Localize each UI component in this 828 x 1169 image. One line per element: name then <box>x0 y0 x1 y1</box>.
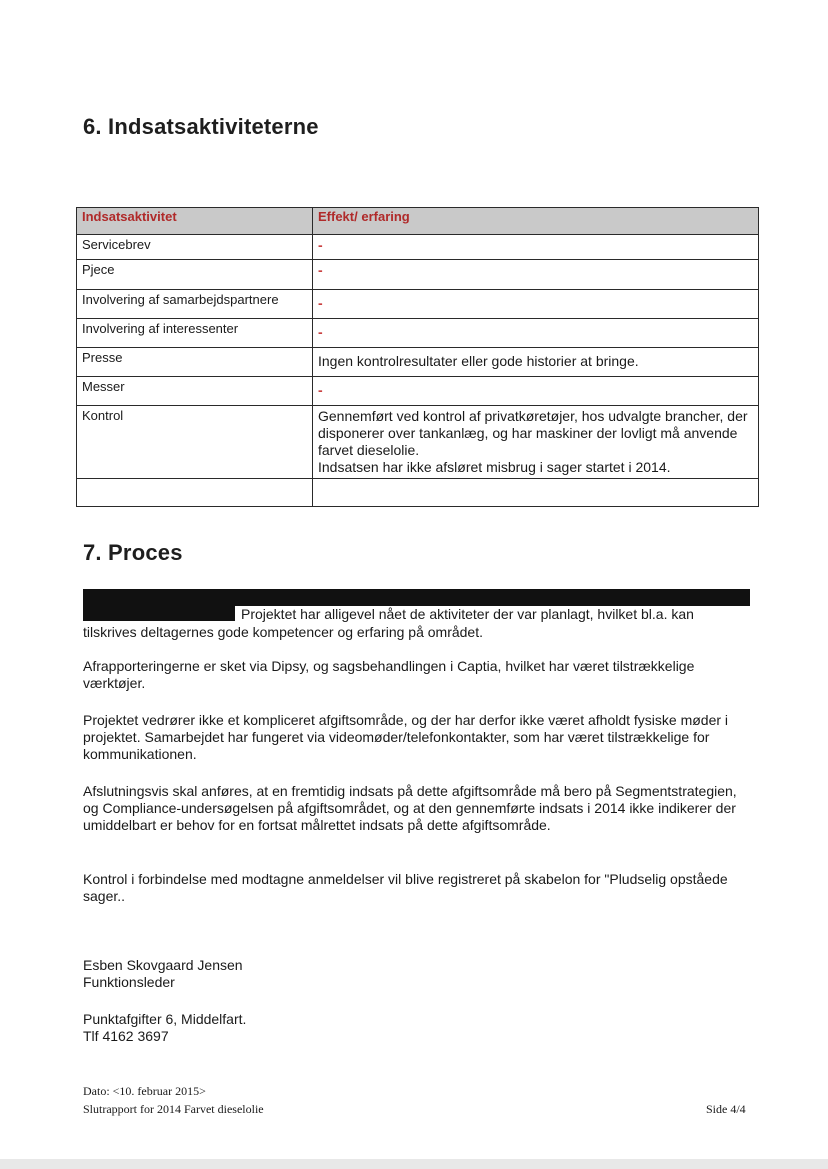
footer-page-number: Side 4/4 <box>706 1102 746 1116</box>
section-7-heading: 7. Proces <box>83 540 183 565</box>
signature-name: Esben Skovgaard Jensen <box>83 957 243 973</box>
signature-address: Punktafgifter 6, Middelfart. <box>83 1011 247 1027</box>
table-row <box>77 406 759 479</box>
process-paragraph: Projektet vedrører ikke et kompliceret afgiftsområde, og der har derfor ikke været afholdt fysiske møder i projektet. Samarbejdet har fungeret via videomøder/telefonkontakter, som har været tilstrækkelige for kommunikationen. <box>83 712 729 762</box>
table-row <box>77 479 759 507</box>
process-paragraph: Kontrol i forbindelse med modtagne anmeldelser vil blive registreret på skabelon for "Pludselig opståede sager.. <box>83 871 728 904</box>
effect-cell: Ingen kontrolresultater eller gode historier at bringe. <box>313 348 759 377</box>
process-paragraph-line: tilskrives deltagernes gode kompetencer og erfaring på området. <box>83 624 483 640</box>
table-header-row <box>77 208 759 235</box>
activity-cell: Servicebrev <box>77 235 313 260</box>
process-paragraph: Afslutningsvis skal anføres, at en fremtidig indsats på dette afgiftsområde må bero på Segmentstrategien, og Compliance-undersøgelsen på afgiftsområdet, og at den gennemførte indsats i 2014 ikke indikerer der umiddelbart er behov for en fortsat målrettet indsats på dette afgiftsområde. <box>83 783 737 833</box>
table-row <box>77 377 759 406</box>
effect-cell <box>313 479 759 507</box>
column-header-effect: Effekt/ erfaring <box>313 208 759 235</box>
activity-cell: Involvering af interessenter <box>77 319 313 348</box>
table-row <box>77 348 759 377</box>
scan-bottom-edge <box>0 1159 828 1169</box>
redaction-bar <box>83 589 750 606</box>
table-row <box>77 260 759 290</box>
effect-text: Gennemført ved kontrol af privatkøretøjer, hos udvalgte brancher, der disponerer over tankanlæg, og har maskiner der lovligt må anvende farvet dieselolie. <box>318 408 748 458</box>
section-6-heading: 6. Indsatsaktiviteterne <box>83 114 319 139</box>
activity-cell: Messer <box>77 377 313 406</box>
effect-cell <box>313 406 759 479</box>
activity-cell: Involvering af samarbejdspartnere <box>77 290 313 319</box>
effect-cell: - <box>313 260 759 290</box>
process-paragraph-line: Projektet har alligevel nået de aktiviteter der var planlagt, hvilket bl.a. kan <box>241 606 694 622</box>
signature-title: Funktionsleder <box>83 974 175 990</box>
effect-cell: - <box>313 235 759 260</box>
activity-cell <box>77 479 313 507</box>
table-row <box>77 235 759 260</box>
column-header-activity: Indsatsaktivitet <box>77 208 313 235</box>
activities-table <box>76 207 759 507</box>
activity-cell: Presse <box>77 348 313 377</box>
effect-cell: - <box>313 377 759 406</box>
table-row <box>77 319 759 348</box>
signature-phone: Tlf 4162 3697 <box>83 1028 169 1044</box>
activity-cell: Kontrol <box>77 406 313 479</box>
effect-cell: - <box>313 319 759 348</box>
effect-cell: - <box>313 290 759 319</box>
footer-document-title: Slutrapport for 2014 Farvet dieselolie <box>83 1102 264 1116</box>
process-paragraph: Afrapporteringerne er sket via Dipsy, og sagsbehandlingen i Captia, hvilket har været tilstrækkelige værktøjer. <box>83 658 695 691</box>
table-row <box>77 290 759 319</box>
footer-date: Dato: <10. februar 2015> <box>83 1084 206 1098</box>
effect-text: Indsatsen har ikke afsløret misbrug i sager startet i 2014. <box>318 459 671 475</box>
redaction-bar <box>83 606 235 621</box>
activity-cell: Pjece <box>77 260 313 290</box>
